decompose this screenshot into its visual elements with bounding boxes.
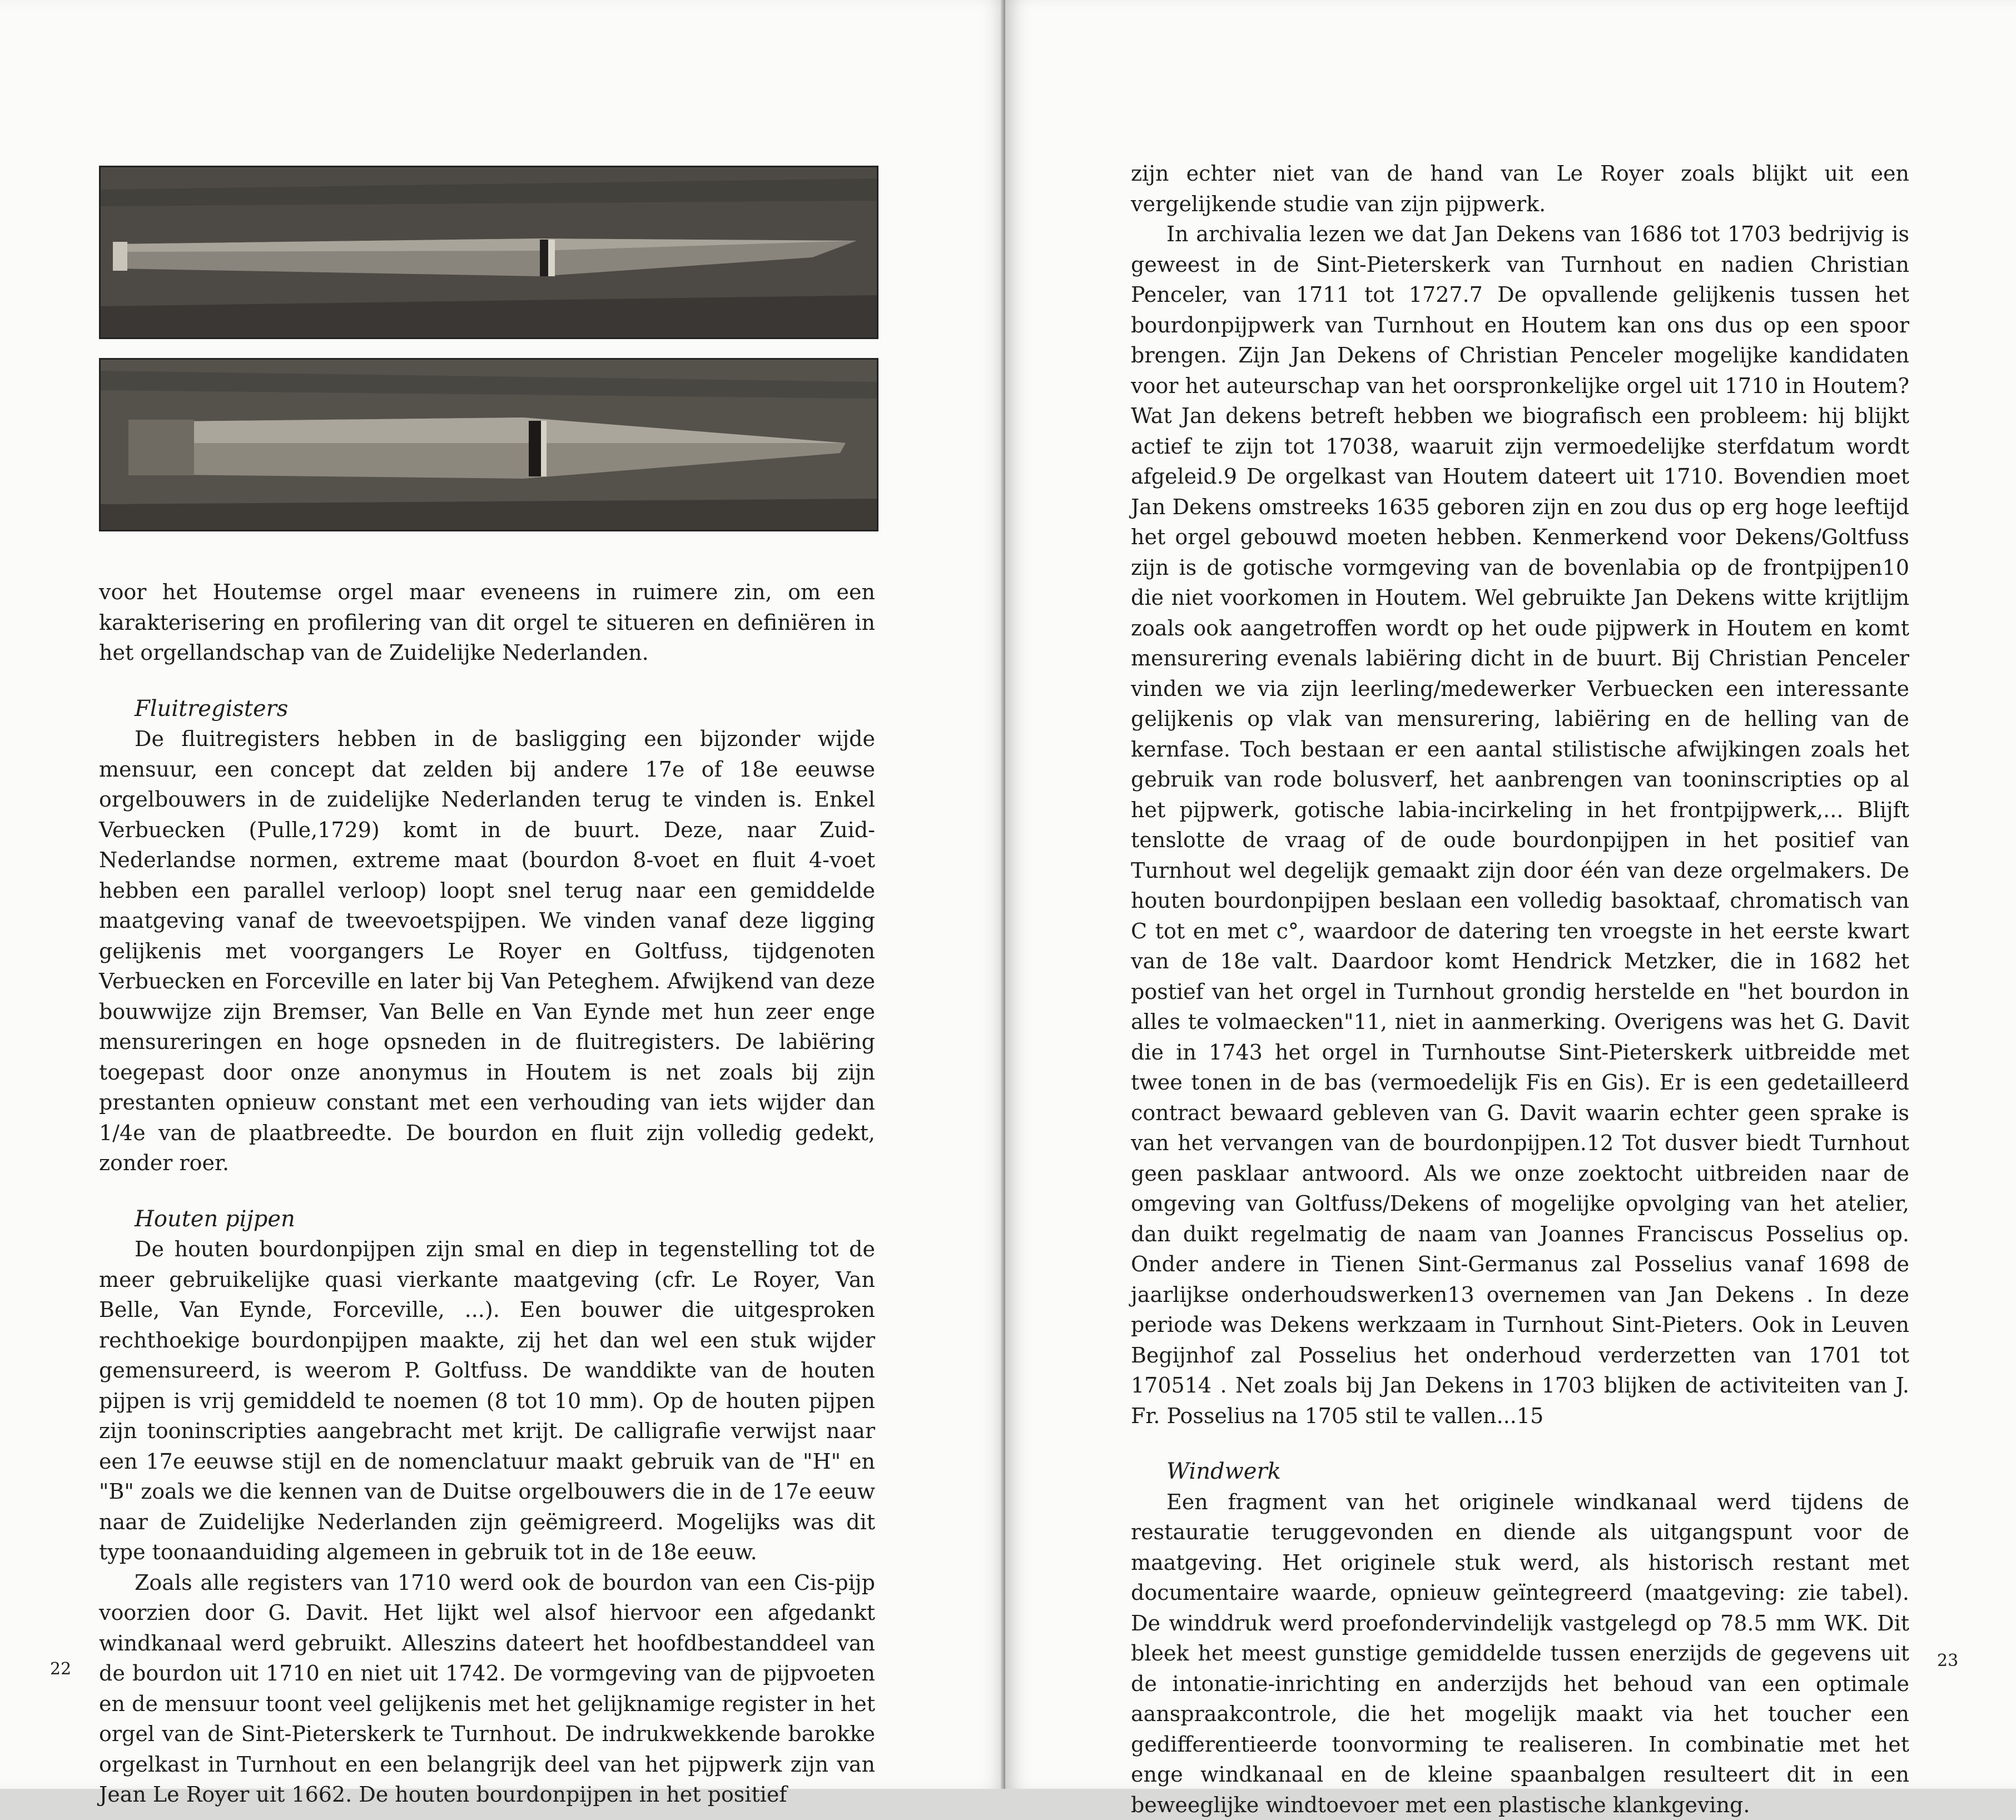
heading-houten-pijpen: Houten pijpen <box>99 1204 875 1235</box>
page-number-left: 22 <box>50 1659 71 1679</box>
pipe-photo-1-drawing <box>101 167 877 337</box>
photo-wooden-pipe-bottom <box>99 358 878 531</box>
photo-wooden-pipe-top <box>99 166 878 339</box>
paragraph-windwerk: Een fragment van het originele windkanaal werd tijdens de restauratie teruggevonden en diende als uitgangspunt voor de maatgeving. Het originele stuk werd, als historisch restant met documentaire waarde, opnieuw geïntegreerd (maatgeving: zie tabel). De winddruk werd proefondervindelijk vastgelegd op 78.5 mm WK. Dit bleek het meest gunstige gemiddelde tussen enerzijds de gegevens uit de intonatie-inrichting en anderzijds het behoud van een optimale aanspraakcontrole, die het mogelijk maakt via het toucher een gedifferentieerde toonvorming te realiseren. In combinatie met het enge windkanaal en de kleine spaanbalgen resulteert dit in een beweeglijke windtoevoer met een plastische klankgeving. <box>1131 1487 1909 1820</box>
paragraph-houten-pijpen-2: Zoals alle registers van 1710 werd ook de bourdon van een Cis-pijp voorzien door G. Davit. Het lijkt wel alsof hiervoor een afgedankt windkanaal werd gebruikt. Alleszins dateert het hoofdbestanddeel van de bourdon uit 1710 en niet uit 1742. De vormgeving van de pijpvoeten en de mensuur toont veel gelijkenis met het gelijknamige register in het orgel van de Sint-Pieterskerk te Turnhout. De indrukwekkende barokke orgelkast in Turnhout en een belangrijk deel van het pijpwerk zijn van Jean Le Royer uit 1662. De houten bourdonpijpen in het positief <box>99 1568 875 1810</box>
right-text-column <box>1131 158 1909 1820</box>
paragraph-archivalia: In archivalia lezen we dat Jan Dekens van 1686 tot 1703 bedrijvig is geweest in de Sint-Pieterskerk van Turnhout en nadien Christian Penceler, van 1711 tot 1727.7 De opvallende gelijkenis tussen het bourdonpijpwerk van Turnhout en Houtem kan ons dus op een spoor brengen. Zijn Jan Dekens of Christian Penceler mogelijke kandidaten voor het auteurschap van het oorspronkelijke orgel uit 1710 in Houtem? Wat Jan dekens betreft hebben we biografisch een probleem: hij blijkt actief te zijn tot 17038, waaruit zijn vermoedelijke sterfdatum wordt afgeleid.9 De orgelkast van Houtem dateert uit 1710. Bovendien moet Jan Dekens omstreeks 1635 geboren zijn en zou dus op erg hoge leeftijd het orgel gebouwd moeten hebben. Kenmerkend voor Dekens/Goltfuss zijn is de gotische vormgeving van de bovenlabia op de frontpijpen10 die niet voorkomen in Houtem. Wel gebruikte Jan Dekens witte krijtlijm zoals ook aangetroffen wordt op het oude pijpwerk in Houtem en komt mensurering evenals labiëring dicht in de buurt. Bij Christian Penceler vinden we via zijn leerling/medewerker Verbuecken een interessante gelijkenis op vlak van mensurering, labiëring en de helling van de kernfase. Toch bestaan er een aantal stilistische afwijkingen zoals het gebruik van rode bolusverf, het aanbrengen van tooninscripties op al het pijpwerk, gotische labia-incirkeling in het frontpijpwerk,... Blijft tenslotte de vraag of de oude bourdonpijpen in het positief van Turnhout wel degelijk gemaakt zijn door één van deze orgelmakers. De houten bourdonpijpen beslaan een volledig basoktaaf, chromatisch van C tot en met c°, waardoor de datering ten vroegste in het eerste kwart van de 18e valt. Daardoor komt Hendrick Metzker, die in 1682 het postief van het orgel in Turnhout grondig herstelde en "het bourdon in alles te volmaecken"11, niet in aanmerking. Overigens was het G. Davit die in 1743 het orgel in Turnhoutse Sint-Pieterskerk uitbreidde met twee tonen in de bas (vermoedelijk Fis en Gis). Er is een gedetailleerd contract bewaard gebleven van G. Davit waarin echter geen sprake is van het vervangen van de bourdonpijpen.12 Tot dusver biedt Turnhout geen pasklaar antwoord. Als we onze zoektocht uitbreiden naar de omgeving van Goltfuss/Dekens of mogelijke opvolging van het atelier, dan duikt regelmatig de naam van Joannes Franciscus Posselius op. Onder andere in Tienen Sint-Germanus zal Posselius vanaf 1698 de jaarlijkse onderhoudswerken13 overnemen van Jan Dekens . In deze periode was Dekens werkzaam in Turnhout Sint-Pieters. Ook in Leuven Begijnhof zal Posselius het onderhoud verderzetten van 1701 tot 170514 . Net zoals bij Jan Dekens in 1703 blijken de activiteiten van J. Fr. Posselius na 1705 stil te vallen...15 <box>1131 219 1909 1431</box>
heading-fluitregisters: Fluitregisters <box>99 694 875 724</box>
left-text-column <box>99 577 875 1810</box>
heading-windwerk: Windwerk <box>1131 1456 1909 1487</box>
pipe-photo-2-drawing <box>101 360 877 530</box>
paragraph-houten-pijpen: De houten bourdonpijpen zijn smal en diep in tegenstelling tot de meer gebruikelijke quasi vierkante maatgeving (cfr. Le Royer, Van Belle, Van Eynde, Forceville, ...). Een bouwer die uitgesproken rechthoekige bourdonpijpen maakte, zij het dan wel een stuk wijder gemensureerd, is weerom P. Goltfuss. De wanddikte van de houten pijpen is vrij gemiddeld te noemen (8 tot 10 mm). Op de houten pijpen zijn tooninscripties aangebracht met krijt. De calligrafie verwijst naar een 17e eeuwse stijl en de nomenclatuur maakt gebruik van de "H" en "B" zoals we die kennen van de Duitse orgelbouwers die in de 17e eeuw naar de Zuidelijke Nederlanden zijn geëmigreerd. Mogelijks was dit type toonaanduiding algemeen in gebruik tot in de 18e eeuw. <box>99 1234 875 1568</box>
paragraph-intro: voor het Houtemse orgel maar eveneens in ruimere zin, om een karakterisering en profilering van dit orgel te situeren en definiëren in het orgellandschap van de Zuidelijke Nederlanden. <box>99 577 875 668</box>
page-number-right: 23 <box>1937 1651 1958 1670</box>
left-page <box>0 0 1005 1789</box>
paragraph-fluitregisters: De fluitregisters hebben in de basligging een bijzonder wijde mensuur, een concept dat zelden bij andere 17e of 18e eeuwse orgelbouwers in de zuidelijke Nederlanden terug te vinden is. Enkel Verbuecken (Pulle,1729) komt in de buurt. Deze, naar Zuid-Nederlandse normen, extreme maat (bourdon 8-voet en fluit 4-voet hebben een parallel verloop) loopt snel terug naar een gemiddelde maatgeving vanaf de tweevoetspijpen. We vinden vanaf deze ligging gelijkenis met voorgangers Le Royer en Goltfuss, tijdgenoten Verbuecken en Forceville en later bij Van Peteghem. Afwijkend van deze bouwwijze zijn Bremser, Van Belle en Van Eynde met hun zeer enge mensureringen en hoge opsneden in de fluitregisters. De labiëring toegepast door onze anonymus in Houtem is net zoals bij zijn prestanten opnieuw constant met een verhouding van iets wijder dan 1/4e van de plaatbreedte. De bourdon en fluit zijn volledig gedekt, zonder roer. <box>99 724 875 1178</box>
paragraph-continued: zijn echter niet van de hand van Le Royer zoals blijkt uit een vergelijkende studie van zijn pijpwerk. <box>1131 158 1909 219</box>
right-page <box>1005 0 2016 1789</box>
